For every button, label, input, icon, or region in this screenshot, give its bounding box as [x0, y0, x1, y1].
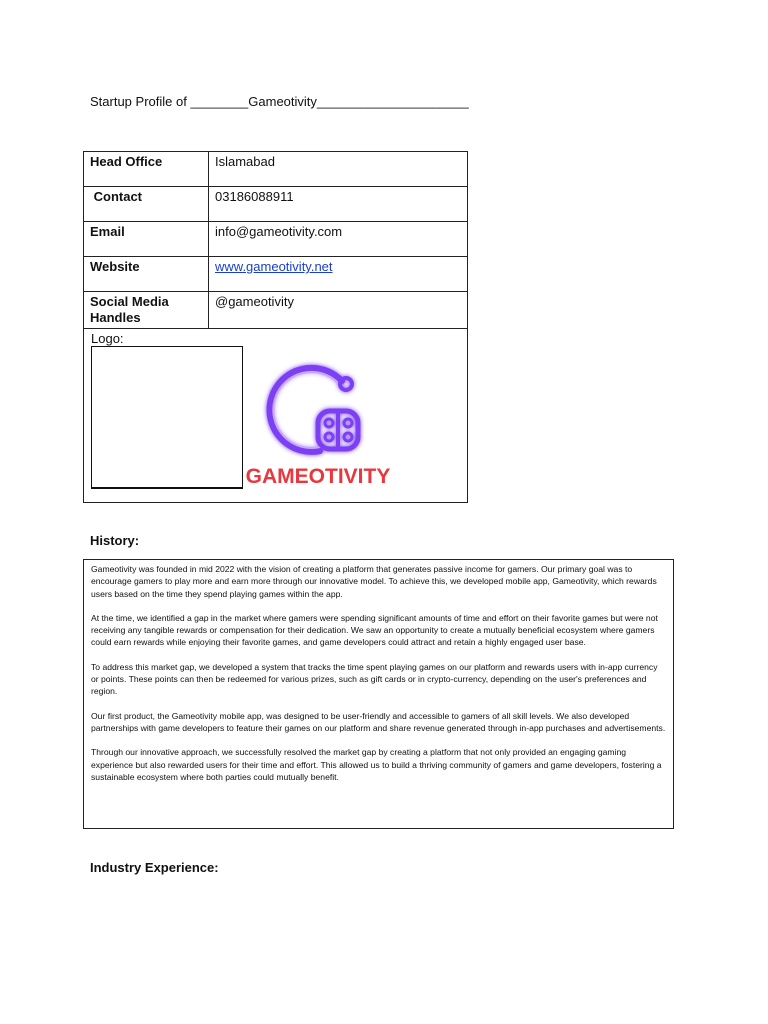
industry-experience-heading: Industry Experience: — [90, 860, 219, 875]
row-key-head-office: Head Office — [84, 152, 209, 187]
page-title — [90, 94, 469, 109]
row-value-social: @gameotivity — [209, 292, 468, 329]
row-value-head-office: Islamabad — [209, 152, 468, 187]
row-key-social: Social Media Handles — [84, 292, 209, 329]
table-row — [84, 257, 468, 292]
title-suffix: _____________________ — [316, 94, 469, 109]
title-prefix: Startup Profile of ________ — [90, 94, 249, 109]
history-paragraph: Through our innovative approach, we successfully resolved the market gap by creating a platform that not only provided an engaging gaming experience but also rewarded users for their time and effort. This allowed us to build a thriving community of gamers and game developers, fostering a sustainable ecosystem where both parties could mutually benefit. — [91, 747, 662, 782]
row-key-contact: Contact — [84, 187, 209, 222]
history-paragraph: Our first product, the Gameotivity mobile app, was designed to be user-friendly and accessible to gamers of all skill levels. We also developed partnerships with game developers to feature their games on our platform and share revenue generated through in-app purchases and advertisements. — [91, 710, 666, 733]
row-value-website — [209, 257, 468, 292]
logo-label: Logo: — [91, 331, 124, 346]
row-value-email: info@gameotivity.com — [209, 222, 468, 257]
logo-wordmark: GAMEOTIVITY — [245, 465, 391, 488]
logo-row — [84, 329, 468, 503]
company-name: Gameotivity — [248, 94, 317, 109]
row-key-website: Website — [84, 257, 209, 292]
startup-info-table — [83, 151, 468, 503]
row-value-contact: 03186088911 — [209, 187, 468, 222]
table-row — [84, 292, 468, 329]
logo-cell — [84, 329, 468, 503]
website-link[interactable]: www.gameotivity.net — [215, 259, 333, 274]
row-key-email: Email — [84, 222, 209, 257]
logo-placeholder-box — [91, 346, 243, 489]
gameotivity-logo — [238, 351, 398, 491]
table-row — [84, 152, 468, 187]
history-paragraph: Gameotivity was founded in mid 2022 with the vision of creating a platform that generates passive income for gamers. Our primary goal was to encourage gamers to play more and earn more through our innovative model. To achieve this, we developed mobile app, Gameotivity, which rewards users based on the time they spend playing games within the app. — [91, 564, 657, 599]
table-row — [84, 222, 468, 257]
history-paragraph: To address this market gap, we developed a system that tracks the time spent playing games on our platform and rewards users with in-app currency or points. These points can then be redeemed for various prizes, such as gift cards or in crypto-currency, depending on the user's preferences and region. — [91, 661, 658, 697]
table-row — [84, 187, 468, 222]
history-box — [83, 559, 674, 829]
history-paragraph: At the time, we identified a gap in the market where gamers were spending significant amounts of time and effort on their favorite games but were not receiving any tangible rewards or compensation for their dedication. We saw an opportunity to create a mutually beneficial ecosystem where gamers could earn rewards while enjoying their favorite games, and game developers could attract and retain a highly engaged user base. — [91, 612, 658, 648]
g-letter-icon — [269, 368, 358, 452]
history-heading: History: — [90, 533, 140, 548]
